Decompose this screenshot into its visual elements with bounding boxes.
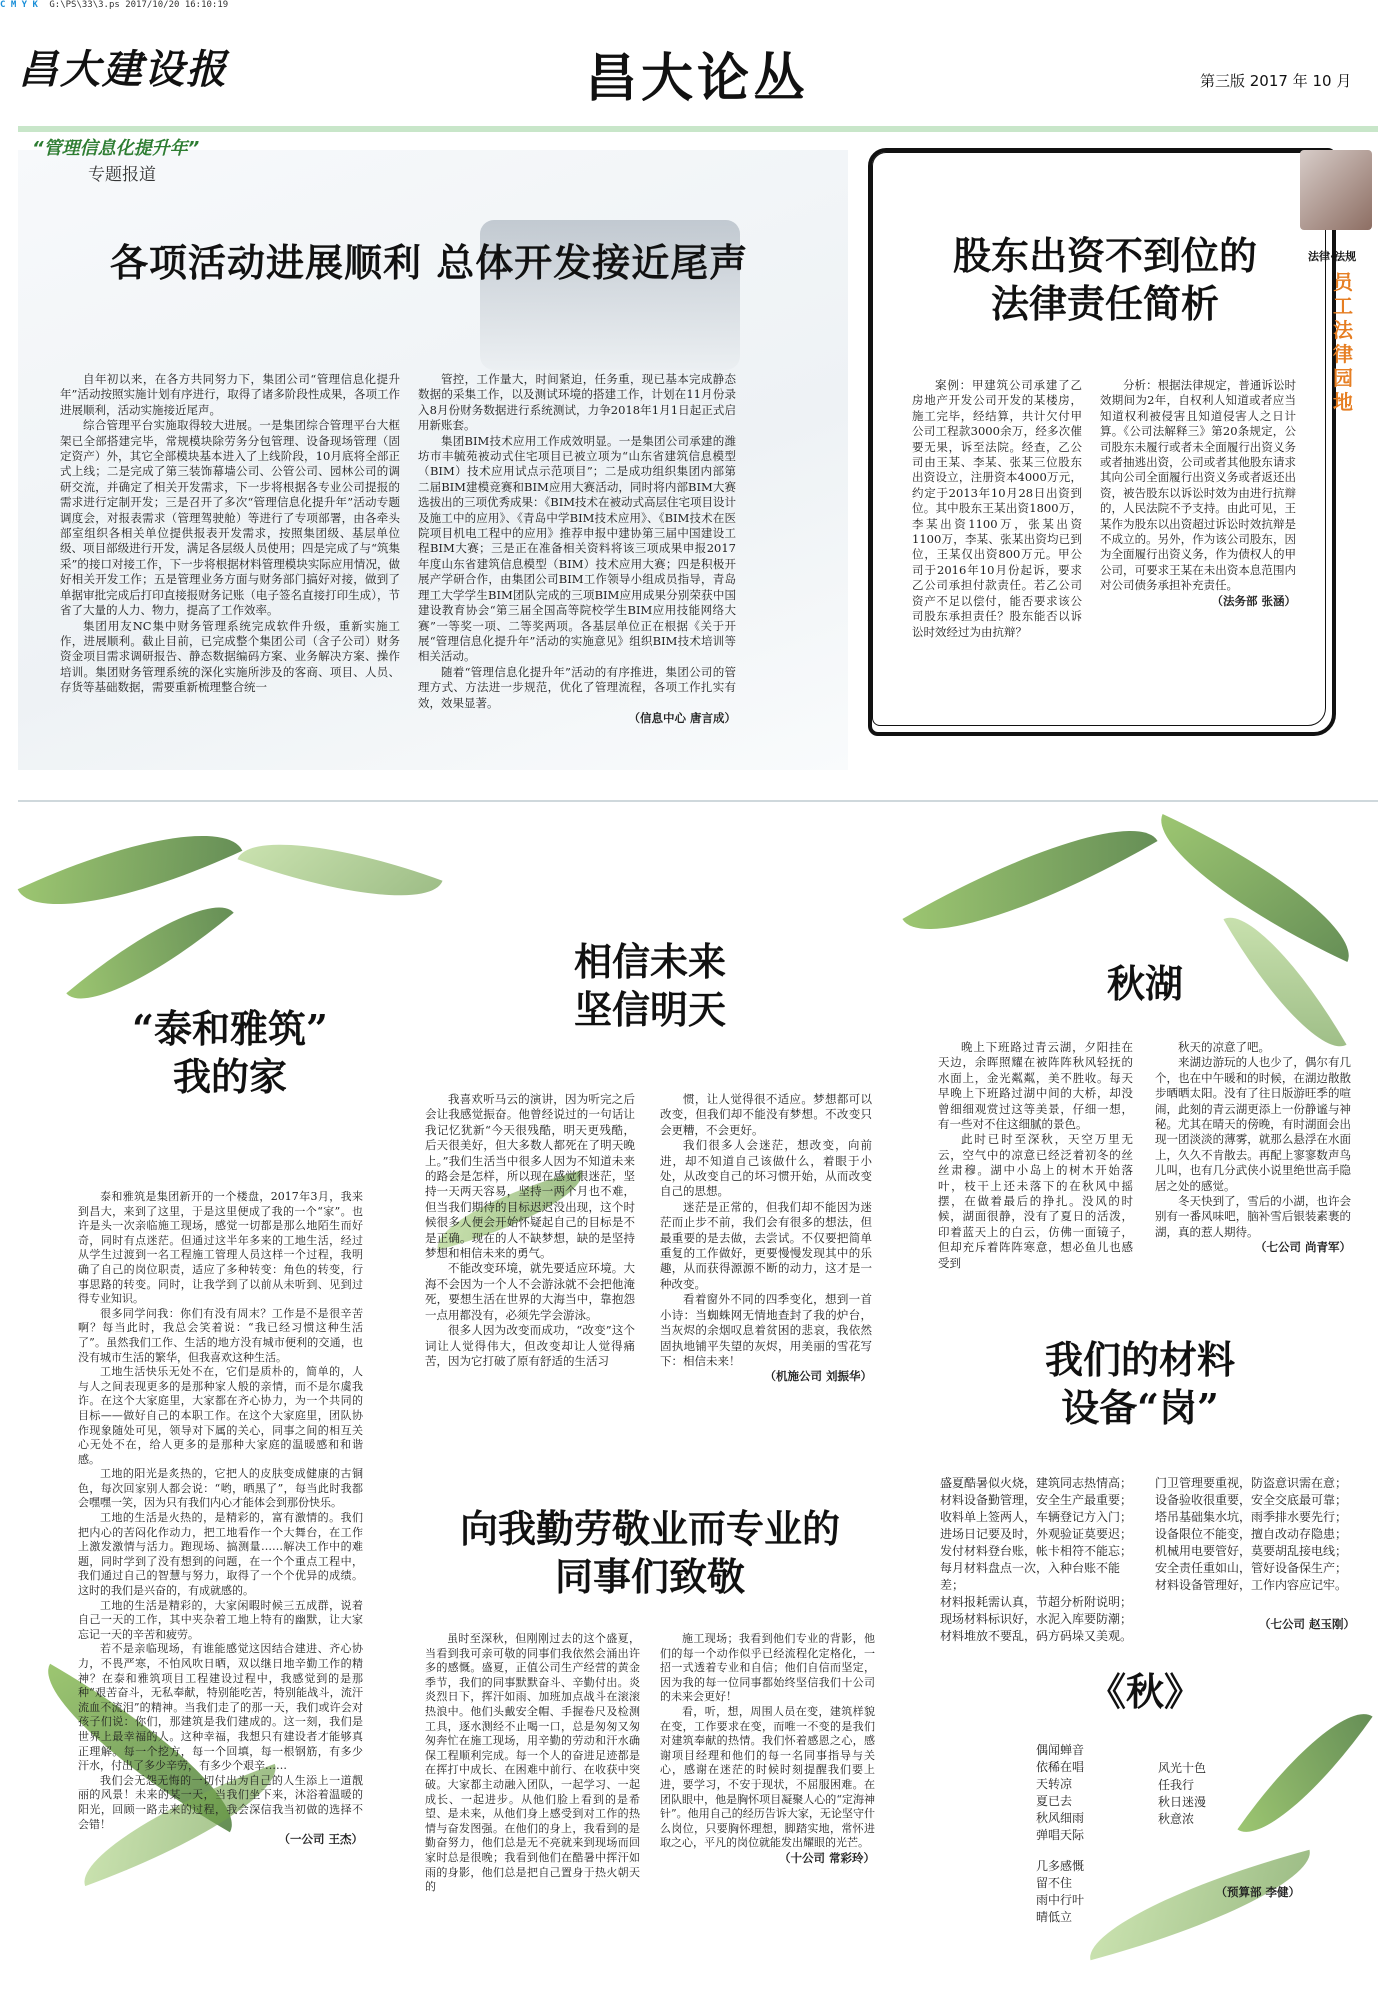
legal-category-label: 法律·法规 [1308, 250, 1357, 263]
section-divider [18, 800, 1378, 802]
article4-para: 很多人因为改变而成功，“改变”这个词让人觉得伟大，但改变却让人觉得痛苦，因为它打破了原有舒适的生活习 [425, 1323, 635, 1368]
article5-para: 施工现场；我看到他们专业的背影，他们的每一个动作似乎已经流程化定格化，一招一式透着专业和自信；他们自信而坚定，因为我的每一位同事都始终坚信我们十公司的未来会更好！ [660, 1632, 875, 1704]
article7-column-1 [940, 1475, 1140, 1645]
article7-line: 现场材料标识好，水泥入库要防潮； [940, 1612, 1133, 1626]
article7-line: 进场日记要及时，外观验证莫要迟； [940, 1527, 1133, 1541]
article4-title-line2: 坚信明天 [573, 987, 726, 1032]
article1-column-1 [60, 372, 400, 696]
article7-line: 设备验收很重要，安全交底最可靠； [1155, 1493, 1348, 1507]
palm-leaf-icon [237, 812, 442, 927]
article3-para: 工地的生活是火热的，是精彩的，富有激情的。我们把内心的苦闷化作动力，把工地看作一个大舞台，在工作上激发激情与活力。跑现场、搞测量……解决工作中的难题，同时学到了没有想到的问题，在一个个重点工程中，我们通过自己的智慧与努力，取得了一个个优异的成绩。这时的我们是兴奋的，有成就感的。 [78, 1511, 363, 1598]
article7-line: 材料报耗需认真，节超分析附说明； [940, 1595, 1133, 1609]
article8-line: 留不住 [1036, 1876, 1073, 1890]
article2-signature: （法务部 张涵） [1211, 593, 1296, 608]
article4-para: 我喜欢听马云的演讲，因为听完之后会让我感觉振奋。他曾经说过的一句话让我记忆犹新“今天很残酷，明天更残酷，后天很美好，但大多数人都死在了明天晚上。”我们生活当中很多人因为不知道未来的路会是怎样，所以现在感觉很迷茫，坚持一天两天容易，坚持一两个月也不难，但当我们期待的目标迟迟没出现，这个时候很多人便会开始怀疑起自己的目标是不是正确。现在的人不缺梦想，缺的是坚持梦想和相信未来的勇气。 [425, 1092, 635, 1261]
article8-line: 晴低立 [1036, 1910, 1073, 1924]
article7-line: 门卫管理要重视，防盗意识需在意； [1155, 1476, 1348, 1490]
article4-para: 惯，让人觉得很不适应。梦想都可以改变，但我们却不能没有梦想。不改变只会更糟，不会更好。 [660, 1092, 872, 1137]
palm-leaf-icon [902, 789, 1157, 971]
article3-para: 若不是亲临现场，有谁能感觉这因结合建进、齐心协力，不畏严寒，不怕风吹日晒，双以继日地辛勤工作的精神？在泰和雅筑项目工程建设过程中，我感觉到的是那种“艰苦奋斗，无私奉献，特别能吃苦，特别能战斗，流汗流血不流泪”的精神。当我们走了的那一天，我们或许会对孩子们说：你们，那建筑是我们建成的。这一刻，我们是世界上最幸福的人。这种幸福，我想只有建设者才能够真正理解。每一个挖方，每一个回填，每一根钢筋，有多少汗水，付出了多少辛劳，有多少个艰辛…… [78, 1642, 363, 1773]
article3-signature: （一公司 王杰） [278, 1832, 363, 1847]
article7-line: 设备限位不能变，擅自改动存隐患； [1155, 1527, 1348, 1541]
article4-para: 看着窗外不同的四季变化，想到一首小诗：当蜘蛛网无情地查封了我的炉台，当灰烬的余烟叹息着贫困的悲哀，我依然固执地铺平失望的灰烬，用美丽的雪花写下：相信未来！ [660, 1292, 872, 1368]
article7-title-line1: 我们的材料 [1044, 1337, 1235, 1382]
article5-para: 虽时至深秋，但刚刚过去的这个盛夏，当看到我可亲可敬的同事们我依然会涌出许多的感慨。盛夏，正值公司生产经营的黄金季节，我们的同事默默奋斗、辛勤付出。炎炎烈日下，挥汗如雨、加班加点战斗在滚滚热浪中。他们头戴安全帽、手握卷尺及检测工具，逐水测经不止喝一口，总是匆匆又匆匆奔忙在施工现场，用辛勤的劳动和汗水确保工程顺利完成。每一个人的奋进足迹都是在挥打中成长、在困难中前行、在收获中突破。大家都主动融入团队，一起学习、一起成长、一起进步。从他们脸上看到的是希望、是未来，从他们身上感受到对工作的热情与奋发图强。在他们的身上，我看到的是勤奋努力，他们总是无不亮就来到现场而回家时总是很晚；我看到他们在酷暑中挥汗如雨的身影，他们总是把自己置身于热火朝天的 [425, 1632, 640, 1894]
article5-title-line1: 向我勤劳敬业而专业的 [459, 1506, 840, 1551]
article2-analysis-text: 分析：根据法律规定，普通诉讼时效期间为2年，自权利人知道或者应当知道权利被侵害且知道侵害人之日计算。《公司法解释三》第20条规定，公司股东未履行或者未全面履行出资义务或者抽逃出资，公司或者其他股东请求其向公司全面履行出资义务或者返还出资，被告股东以诉讼时效为由进行抗辩的，人民法院不予支持。由此可见，王某作为股东以出资超过诉讼时效抗辩是不成立的。另外，作为该公司股东，因为全面履行出资义务，作为债权人的甲公司，可要求王某在未出资本息范围内对公司债务承担补充责任。 [1100, 378, 1296, 593]
article7-line: 塔吊基础集水坑，雨季排水要先行； [1155, 1510, 1348, 1524]
article1-para: 集团用友NC集中财务管理系统完成软件升级，重新实施工作，进展顺利。截止目前，已完成整个集团公司（含子公司）财务资金项目需求调研报告、静态数据编码方案、业务解决方案、操作培训。集团财务管理系统的深化实施所涉及的客商、项目、人员、存货等基础数据，需要重新梳理整合统一 [60, 618, 400, 695]
article8-line: 秋风细雨 [1036, 1811, 1085, 1825]
article3-para: 我们会无怨无悔的一切付出为自己的人生添上一道靓丽的风景！未来的某一天，当我们坐下来，沐浴着温暖的阳光，回顾一路走来的过程，我会深信我当初做的选择不会错！ [78, 1773, 363, 1831]
article8-line: 夏已去 [1036, 1794, 1073, 1808]
article3-para: 工地的生活是精彩的，大家闲暇时候三五成群，说着自己一天的工作，其中夹杂着工地上特有的幽默，让大家忘记一天的辛苦和疲劳。 [78, 1598, 363, 1641]
article7-line: 机械用电要管好，莫要胡乱接电线； [1155, 1544, 1348, 1558]
article7-line: 收料单上签两人，车辆登记方入门； [940, 1510, 1133, 1524]
article5-column-1 [425, 1632, 640, 1895]
article6-para: 冬天快到了，雪后的小湖，也许会别有一番风味吧，脑补雪后银装素裹的湖，真的惹人期待。 [1155, 1194, 1351, 1239]
article1-para: 随着“管理信息化提升年”活动的有序推进，集团公司的管理方式、方法进一步规范，优化了管理流程，各项工作扎实有效，效果显著。 [418, 664, 736, 710]
header-band [18, 126, 1378, 132]
article7-line: 每月材料盘点一次，入种台账不能差； [940, 1561, 1121, 1592]
article8-line: 几多感慨 [1036, 1859, 1085, 1873]
article4-column-1 [425, 1092, 635, 1369]
article7-line: 盛夏酷暑似火烧，建筑同志热情高； [940, 1476, 1133, 1490]
article2-title-line2: 法律责任简析 [990, 281, 1219, 326]
article4-para: 迷茫是正常的，但我们却不能因为迷茫而止步不前，我们会有很多的想法，但最重要的是去做，去尝试。不仅要把简单重复的工作做好，更要慢慢发现其中的乐趣，从而获得源源不断的动力，这才是一种改变。 [660, 1199, 872, 1291]
article3-body [78, 1190, 363, 1847]
article2-case: 案例：甲建筑公司承建了乙房地产开发公司开发的某楼房，施工完毕，经结算，共计欠付甲公司工程款3000余万，经多次催要无果，诉至法院。经查，乙公司由王某、李某、张某三位股东出资设立，注册资本4000万元，约定于2013年10月28日出资到位。其中股东王某出资1800万，李某出资1100万，张某出资1100万，李某、张某出资均已到位，王某仅出资800万元。甲公司于2016年10月份起诉，要求乙公司承担付款责任。若乙公司资产不足以偿付，能否要求该公司股东承担责任？股东能否以诉讼时效经过为由抗辩？ [912, 378, 1082, 639]
article3-para: 泰和雅筑是集团新开的一个楼盘，2017年3月，我来到昌大，来到了这里，于是这里便成了我的一个“家”。也许是头一次亲临施工现场，感觉一切都是那么地陌生而好奇，同时有点迷茫。但通过这半年多来的工地生活，经过从学生过渡到一名工程施工管理人员这样一个过程，我明确了自己的岗位职责，适应了多种转变：角色的转变，行事思路的转变。同时，让我学到了以前从未听到、见到过得专业知识。 [78, 1190, 363, 1306]
article6-column-2 [1155, 1040, 1351, 1256]
article5-column-2 [660, 1632, 875, 1866]
article7-column-2 [1155, 1475, 1355, 1633]
article3-para: 很多同学问我：你们有没有周末？工作是不是很辛苦啊？每当此时，我总会笑着说：“我已经习惯这种生活了”。虽然我们工作、生活的地方没有城市便利的交通，也没有城市生活的繁华，但我喜欢这种生活。 [78, 1306, 363, 1364]
article1-para: 管控，工作量大，时间紧迫，任务重，现已基本完成静态数据的采集工作，以及测试环境的搭建工作，计划在11月份录入8月份财务数据进行系统测试，力争2018年1月1日起正式启用新账套。 [418, 372, 736, 433]
gavel-icon [1300, 150, 1372, 230]
article4-signature: （机施公司 刘振华） [764, 1369, 872, 1384]
article7-line: 材料设备管理好，工作内容应记牢。 [1155, 1578, 1348, 1592]
article5-para: 看，听，想，周围人员在变，建筑样貌在变，工作要求在变，而唯一不变的是我们对建筑奉献的热情。我们怀着感恩之心，感谢项目经理和他们的每一名同事指导与关心，感谢在迷茫的时候时刻提醒我们要上进，要学习，不安于现状，不屈服困难。在团队眼中，他是胸怀项目凝聚人心的“定海神针”。他用自己的经历告诉大家，无论坚守什么岗位，只要胸怀理想，脚踏实地，常怀进取之心，平凡的岗位就能发出耀眼的光芒。 [660, 1704, 875, 1850]
article6-title: 秋湖 [1106, 961, 1183, 1006]
print-info-bar [0, 0, 1398, 14]
article8-line: 天转凉 [1036, 1777, 1073, 1791]
article3-title [90, 1005, 370, 1101]
article7-signature: （七公司 赵玉刚） [1258, 1617, 1355, 1631]
article3-para: 工地的阳光是炙热的，它把人的皮肤变成健康的古铜色，每次回家别人都会说：“哟，晒黑了”，每当此时我都会嘿嘿一笑，因为只有我们内心才能体会到那份快乐。 [78, 1467, 363, 1510]
section-title: 昌大论丛 [585, 49, 810, 109]
article1-para: 集团BIM技术应用工作成效明显。一是集团公司承建的潍坊市丰毓苑被动式住宅项目已被立项为“山东省建筑信息模型（BIM）技术应用试点示范项目”；二是成功组织集团内部第二届BIM建模竞赛和BIM应用大赛活动，同时将内部BIM大赛选拔出的三项优秀成果：《BIM技术在被动式高层住宅项目设计及施工中的应用》、《青岛中学BIM技术应用》、《BIM技术在医院项目机电工程中的应用》推荐申报中建协第三届中国建设工程BIM大赛；三是正在准备相关资料将该三项成果申报2017年度山东省建筑信息模型（BIM）技术应用大赛；四是积极开展产学研合作，由集团公司BIM工作领导小组成员指导，青岛理工大学学生BIM团队完成的三项BIM应用成果分别荣获中国建设教育协会“第三届全国高等院校学生BIM应用技能网络大赛”一等奖一项、二等奖两项。各基层单位正在根据《关于开展“管理信息化提升年”活动的实施意见》组织BIM技术培训等相关活动。 [418, 433, 737, 664]
article4-para: 我们很多人会迷茫，想改变，向前进，却不知道自己该做什么，着眼于小处，从改变自己的坏习惯开始，从而改变自己的思想。 [660, 1138, 872, 1199]
article8-line: 弹唱天际 [1036, 1828, 1085, 1842]
article7-line: 安全责任重如山，管好设备保生产； [1155, 1561, 1348, 1575]
article1-para: 综合管理平台实施取得较大进展。一是集团综合管理平台大框架已全部搭建完毕，常规模块除劳务分包管理、设备现场管理（固定资产）外，其它全部模块基本进入了上线阶段，10月底将全部正式上线；二是完成了第三装饰幕墙公司、公管公司、园林公司的调研交流，并确定了相关开发需求，下一步将根据各专业公司提报的需求进行定制开发；三是召开了多次“管理信息化提升年”活动专题调度会，对报表需求（管理驾驶舱）等进行了专项部署，由各牵头部室组织各相关单位提供报表开发需求，按照集团级、基层单位级、项目部级进行开发，满足各层级人员使用；四是完成了与“筑集采”的接口对接工作，下一步将根据材料管理模块实际应用情况，做好相关开发工作；五是管理业务方面与财务部门搞好对接，做到了单据审批完成后打印直接报财务记账（电子签名直接打印生成），节省了大量的人力、物力，提高了工作效率。 [60, 418, 400, 618]
print-file-info: G:\PS\33\3.ps 2017/10/20 16:10:19 [49, 0, 229, 10]
article6-para: 秋天的凉意了吧。 [1178, 1040, 1270, 1054]
article8-title: 《秋》 [1087, 1669, 1202, 1714]
article2-title-line1: 股东出资不到位的 [952, 233, 1257, 278]
article6-signature: （七公司 尚青军） [1254, 1240, 1351, 1255]
article1-title: 各项活动进展顺利 总体开发接近尾声 [110, 241, 749, 285]
article8-line: 雨中行叶 [1036, 1893, 1085, 1907]
article8-line: 秋意浓 [1158, 1812, 1195, 1826]
article2-analysis [1100, 378, 1296, 609]
article7-line: 发付材料登台账，帐卡相符不能忘； [940, 1544, 1133, 1558]
article6-para: 来湖边游玩的人也少了，偶尔有几个，也在中午暖和的时候，在湖边散散步晒晒太阳。没有了往日版游旺季的喧闹，此刻的青云湖更添上一份静谧与神秘。尤其在晴天的傍晚，有时湖面会出现一团淡淡的薄雾，就那么悬浮在水面上，久久不肯散去。再配上寥寥数声鸟儿叫，也有几分武侠小说里绝世高手隐居之处的感觉。 [1155, 1055, 1351, 1193]
legal-column-vertical-label: 员工法律园地 [1333, 270, 1353, 414]
article1-column-2 [418, 372, 736, 726]
article1-para: 自年初以来，在各方共同努力下，集团公司“管理信息化提升年”活动按照实施计划有序进行，取得了诸多阶段性成果，各项工作进展顺利，活动实施接近尾声。 [60, 372, 400, 417]
article2-title [910, 232, 1300, 328]
article8-column-2 [1158, 1760, 1268, 1828]
article5-title-line2: 同事们致敬 [554, 1554, 745, 1599]
column-subtitle: 专题报道 [88, 165, 156, 185]
article6-para: 此时已时至深秋，天空万里无云，空气中的凉意已经泛着初冬的丝丝肃穆。湖中小岛上的树木开始落叶，枝干上还未落下的在秋风中摇摆，在做着最后的挣扎。没风的时候，湖面很静，没有了夏日的活泼，印着蓝天上的白云，仿佛一面镜子，但却充斥着阵阵寒意，想必鱼儿也感受到 [938, 1132, 1133, 1270]
article3-para: 工地生活快乐无处不在，它们是质朴的，简单的，人与人之间表现更多的是那种家人般的亲情，而不是尔虞我诈。在这个大家庭里，大家都在齐心协力，为一个共同的目标——做好自己的本职工作。在这个大家庭里，团队协作现象随处可见，领导对下属的关心，同事之间的相互关心无处不在，给人更多的是那种大家庭的温暖感和和谐感。 [78, 1365, 363, 1466]
article6-para: 晚上下班路过青云湖，夕阳挂在天边，余晖照耀在被阵阵秋风轻抚的水面上，金光粼粼，美不胜收。每天早晚上下班路过湖中间的大桥，却没曾细细观赏过这等美景，仔细一想，有一些对不住这细腻的景色。 [938, 1040, 1133, 1132]
article3-title-line1: “泰和雅筑” [132, 1006, 328, 1051]
article4-para: 不能改变环境，就先要适应环境。大海不会因为一个人不会游泳就不会把他淹死，要想生活在世界的大海当中，靠抱怨一点用都没有，必须先学会游泳。 [425, 1261, 635, 1322]
article6-column-1 [938, 1040, 1133, 1271]
edition-date: 第三版 2017 年 10 月 [1200, 72, 1352, 90]
column-tag: “管理信息化提升年” [32, 138, 200, 159]
article1-signature: （信息中心 唐言成） [628, 710, 736, 725]
article7-line: 材料设备勤管理，安全生产最重要； [940, 1493, 1133, 1507]
article5-title [430, 1505, 870, 1601]
article4-title-line1: 相信未来 [573, 939, 726, 984]
article7-title-line2: 设备“岗” [1061, 1385, 1219, 1430]
article8-signature: （预算部 李健） [1215, 1885, 1300, 1899]
article5-signature: （十公司 常彩玲） [778, 1850, 875, 1865]
article8-line: 任我行 [1158, 1778, 1195, 1792]
article8-line: 风光十色 [1158, 1761, 1207, 1775]
cmyk-marks: C M Y K [0, 0, 38, 10]
article4-column-2 [660, 1092, 872, 1385]
article4-title [520, 938, 780, 1034]
article8-line: 秋日迷漫 [1158, 1795, 1207, 1809]
article8-line: 依稀在唱 [1036, 1760, 1085, 1774]
article7-line: 材料堆放不要乱，码方码垛又美观。 [940, 1629, 1133, 1643]
newspaper-logo: 昌大建设报 [18, 46, 228, 93]
article7-title [1010, 1336, 1270, 1432]
article8-line: 偶闻蝉音 [1036, 1743, 1085, 1757]
article3-title-line2: 我的家 [172, 1054, 287, 1099]
